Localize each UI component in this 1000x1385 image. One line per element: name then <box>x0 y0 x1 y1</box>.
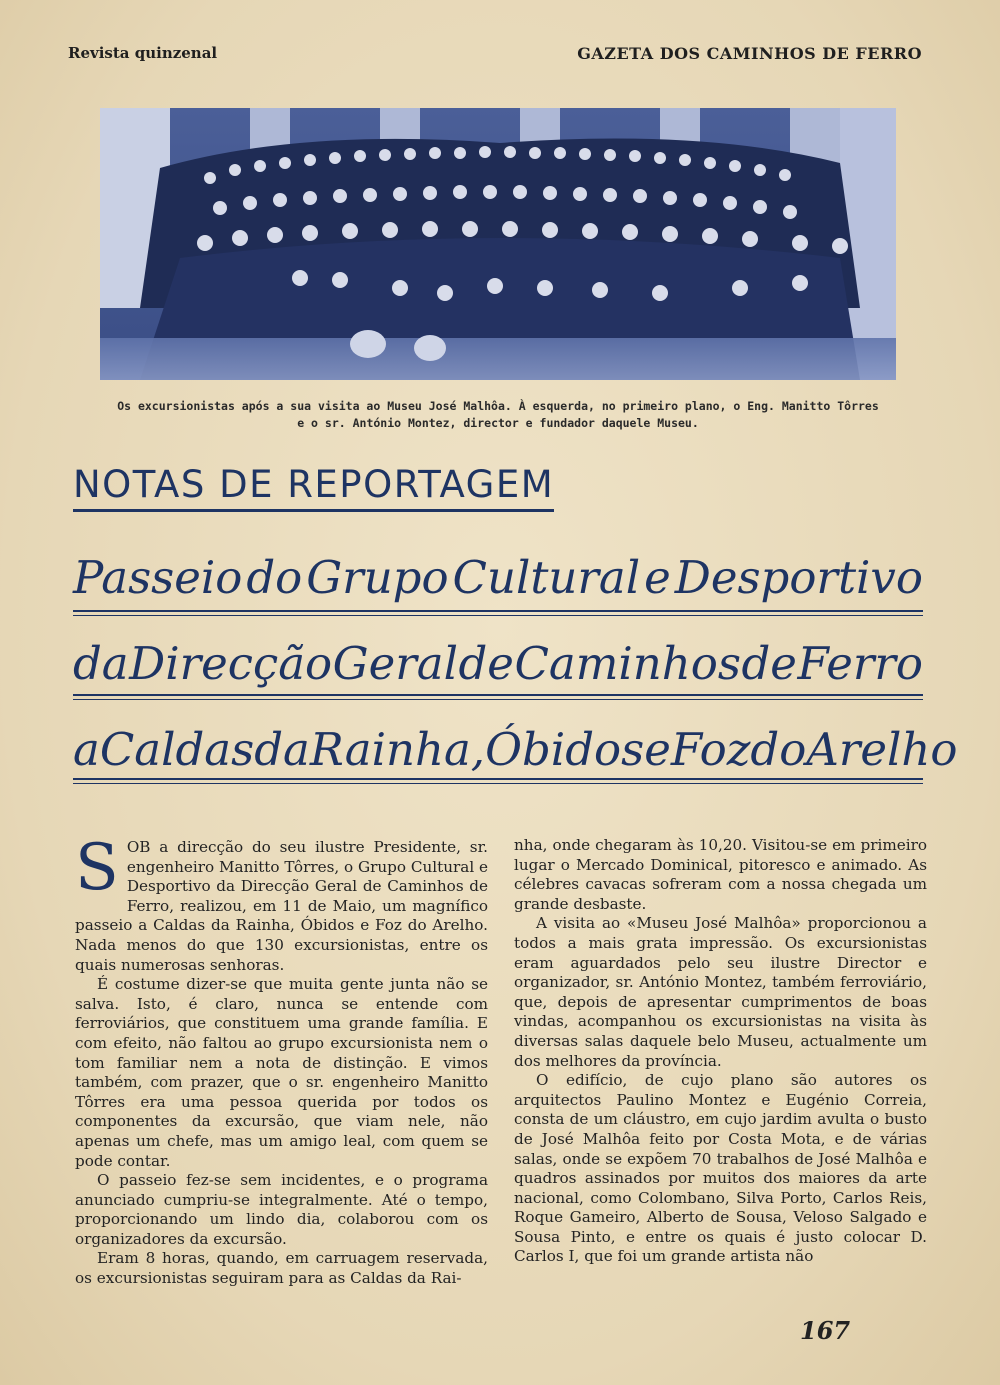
article-paragraph: O edifício, de cujo plano são autores os arquitectos Paulino Montez e Eugénio Correia, consta de um cláustro, em cujo jardim avulta o busto de José Malhôa feito por Costa Mota, e de várias salas, onde se expõem 70 trabalhos de José Malhôa e quadros assinados por muitos dos maiores da arte nacional, como Colombano, Silva Porto, Carlos Reis, Roque Gameiro, Alberto de Sousa, Veloso Salgado e Sousa Pinto, e entre os quais é justo colocar D. Carlos I, que foi um grande artista não <box>514 1071 927 1266</box>
caption-line-1: Os excursionistas após a sua visita ao Museu José Malhôa. À esquerda, no primeiro plano, o Eng. Manitto Tôrres <box>117 399 879 413</box>
headline-line-3 <box>73 716 958 776</box>
headline-word: e <box>644 723 671 776</box>
headline-word: da <box>254 723 310 776</box>
page-number: 167 <box>800 1316 851 1345</box>
headline-rule <box>73 610 923 612</box>
headline-word: Passeio <box>73 551 243 604</box>
dropcap: S <box>75 831 119 905</box>
headline-word: Ferro <box>797 637 923 690</box>
headline-word: do <box>246 551 303 604</box>
headline-rule <box>73 699 923 700</box>
headline-line-2 <box>73 630 923 690</box>
headline-word: do <box>750 723 807 776</box>
headline-rule <box>73 615 923 616</box>
article-paragraph <box>75 831 488 975</box>
headline-word: a <box>73 723 100 776</box>
headline-word: Desportivo <box>674 551 923 604</box>
article-column-1 <box>75 831 488 1289</box>
paragraph-text: OB a direcção do seu ilustre Presidente, sr. engenheiro Manitto Tôrres, o Grupo Cultural e Desportivo da Direcção Geral de Caminhos de Ferro, realizou, em 11 de Maio, um magnífico passeio a Caldas da Rainha, Óbidos e Foz do Arelho. Nada menos do que 130 excursionistas, entre os quais numerosas senhoras. <box>75 838 488 974</box>
headline-word: Grupo <box>306 551 449 604</box>
article-paragraph: É costume dizer-se que muita gente junta não se salva. Isto, é claro, nunca se entende com ferroviários, que constituem uma grande família. E com efeito, não faltou ao grupo excursionista nem o tom familiar nem a nota de distinção. E vimos também, com prazer, que o sr. engenheiro Manitto Tôrres era uma pessoa querida por todos os componentes da excursão, que viam nele, não apenas um chefe, mas um amigo leal, com quem se pode contar. <box>75 975 488 1170</box>
article-column-2 <box>514 836 927 1267</box>
headline-word: da <box>73 637 129 690</box>
headline-word: de <box>741 637 797 690</box>
headline-word: Caldas <box>99 723 255 776</box>
headline-rule <box>73 694 923 696</box>
photo-caption <box>100 398 896 432</box>
headline-word: Arelho <box>806 723 958 776</box>
headline-word: Óbidos <box>485 723 645 776</box>
group-photo <box>100 108 896 380</box>
headline-rule <box>73 783 923 784</box>
headline-rule <box>73 778 923 780</box>
headline-word: Geral <box>332 637 458 690</box>
headline-word: e <box>644 551 671 604</box>
section-title: NOTAS DE REPORTAGEM <box>73 462 554 512</box>
headline-word: de <box>458 637 514 690</box>
headline-word: Caminhos <box>514 637 741 690</box>
headline-line-1 <box>73 544 923 604</box>
headline-word: Foz <box>670 723 751 776</box>
group-photo-image <box>100 108 896 380</box>
article-paragraph: Eram 8 horas, quando, em carruagem reservada, os excursionistas seguiram para as Caldas da Rai- <box>75 1249 488 1288</box>
headline-word: Cultural <box>452 551 641 604</box>
article-paragraph: nha, onde chegaram às 10,20. Visitou-se em primeiro lugar o Mercado Dominical, pitoresco e animado. As célebres cavacas sofreram com a nossa chegada um grande desbaste. <box>514 836 927 913</box>
headline-word: Rainha, <box>309 723 486 776</box>
header-right: GAZETA DOS CAMINHOS DE FERRO <box>577 44 922 63</box>
article-paragraph: O passeio fez-se sem incidentes, e o programa anunciado cumpriu-se integralmente. Até o tempo, proporcionando um lindo dia, colaborou com os organizadores da excursão. <box>75 1171 488 1248</box>
headline-word: Direcção <box>129 637 333 690</box>
caption-line-2: e o sr. António Montez, director e fundador daquele Museu. <box>297 416 699 430</box>
article-paragraph: A visita ao «Museu José Malhôa» proporcionou a todos a mais grata impressão. Os excursionistas eram aguardados pelo seu ilustre Director e organizador, sr. António Montez, também ferroviário, que, depois de apresentar cumprimentos de boas vindas, acompanhou os excursionistas na visita às diversas salas daquele belo Museu, actualmente um dos melhores da província. <box>514 914 927 1070</box>
header-left: Revista quinzenal <box>68 44 218 62</box>
